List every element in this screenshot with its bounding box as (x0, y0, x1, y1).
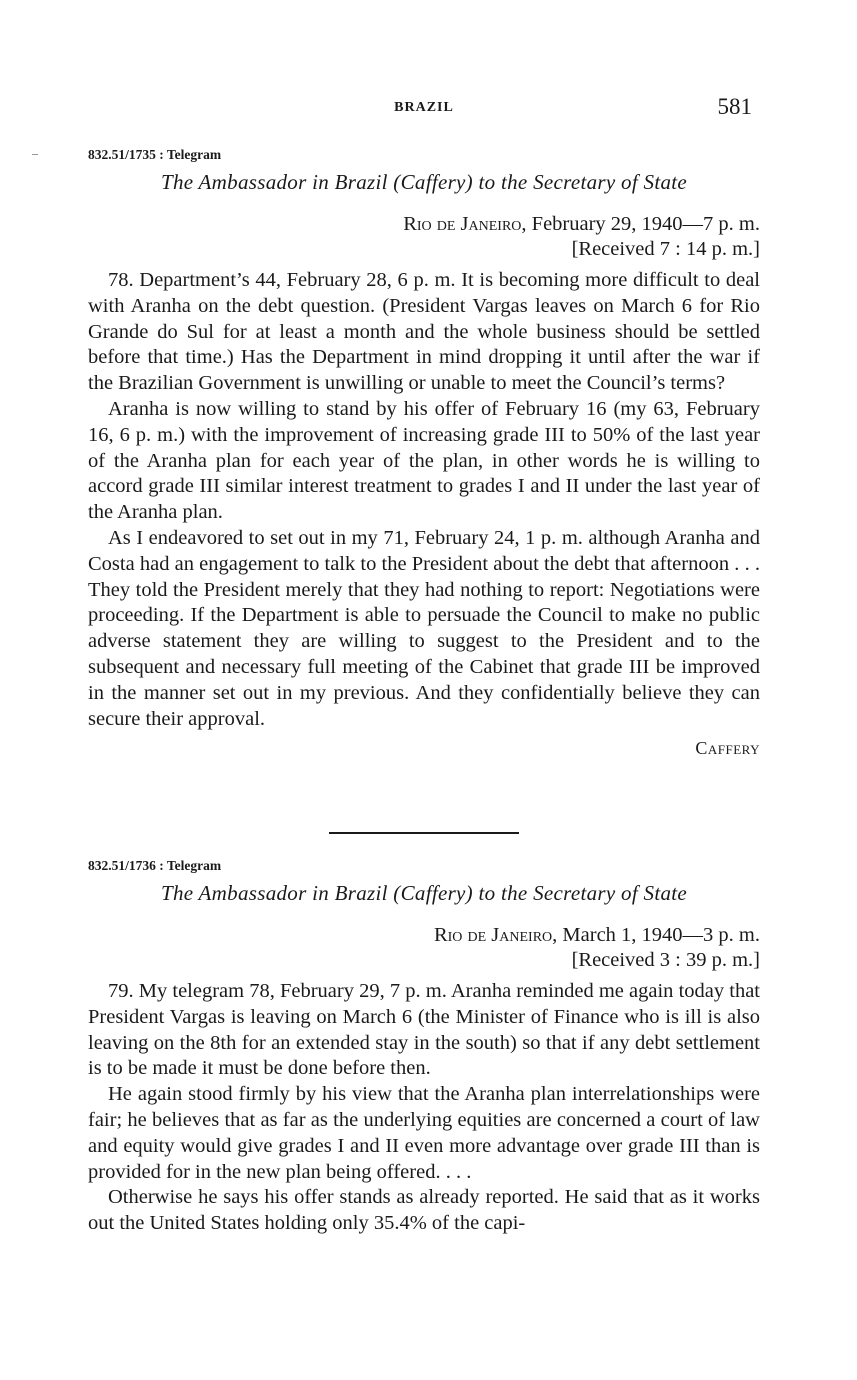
signature: Caffery (695, 738, 760, 759)
paragraph: He again stood firmly by his view that the Aranha plan interrelationships were fair; he believes that as far as the underlying equities are concerned a court of law and equity would give grades I and II even more advantage over grade III than is provided for in the new plan being offered. . . . (88, 1083, 760, 1183)
running-head (88, 94, 760, 124)
file-reference: 832.51/1735 : Telegram (88, 147, 222, 162)
document-title: The Ambassador in Brazil (Caffery) to the Secretary of State (160, 881, 688, 905)
page-number: 581 (717, 94, 752, 119)
dateline (88, 212, 760, 237)
dateline-place: Rio de Janeiro (403, 213, 522, 235)
telegram-1736 (88, 857, 760, 1237)
dateline-date: , March 1, 1940—3 p. m. (552, 924, 760, 946)
telegram-1735 (88, 146, 760, 760)
paragraph: As I endeavored to set out in my 71, February 24, 1 p. m. although Aranha and Costa had an engagement to talk to the President about the debt that afternoon . . . They told the President merely that they had nothing to report: Negotiations were proceeding. If the Department is able to persuade the Council to make no public adverse statement they are willing to suggest to the President and to the subsequent and necessary full meeting of the Cabinet that grade III be improved in the manner set out in my previous. And they confidentially believe they can secure their approval. (88, 526, 760, 730)
paragraph: 78. Department’s 44, February 28, 6 p. m. It is becoming more difficult to deal with Aranha on the debt question. (President Vargas leaves on March 6 for Rio Grande do Sul for at least a month and the whole business should be settled before that time.) Has the Department in mind dropping it until after the war if the Brazilian Government is unwilling or unable to meet the Council’s terms? (88, 269, 760, 395)
dateline-place: Rio de Janeiro (433, 924, 553, 946)
paragraph: Aranha is now willing to stand by his offer of February 16 (my 63, February 16, 6 p. m.) with the improvement of increasing grade III to 50% of the last year of the Aranha plan for each year of the plan, in other words he is willing to accord grade III similar interest treatment to grades I and II under the last year of the Aranha plan. (88, 397, 760, 524)
running-title: BRAZIL (394, 100, 454, 115)
received-note: [Received 7 : 14 p. m.] (571, 238, 760, 260)
section-divider (329, 832, 519, 834)
received-note: [Received 3 : 39 p. m.] (571, 949, 760, 971)
dateline-date: , February 29, 1940—7 p. m. (521, 213, 760, 235)
dateline (88, 923, 760, 948)
paragraph: Otherwise he says his offer stands as already reported. He said that as it works out the United States holding only 35.4% of the capi- (88, 1186, 760, 1235)
document-title: The Ambassador in Brazil (Caffery) to the Secretary of State (160, 170, 688, 194)
margin-mark (32, 154, 38, 155)
paragraph: 79. My telegram 78, February 29, 7 p. m. Aranha reminded me again today that President Vargas is leaving on March 6 (the Minister of Finance who is ill is also leaving on the 8th for an extended stay in the south) so that if any debt settlement is to be made it must be done before then. (88, 980, 760, 1080)
file-reference: 832.51/1736 : Telegram (88, 858, 222, 873)
